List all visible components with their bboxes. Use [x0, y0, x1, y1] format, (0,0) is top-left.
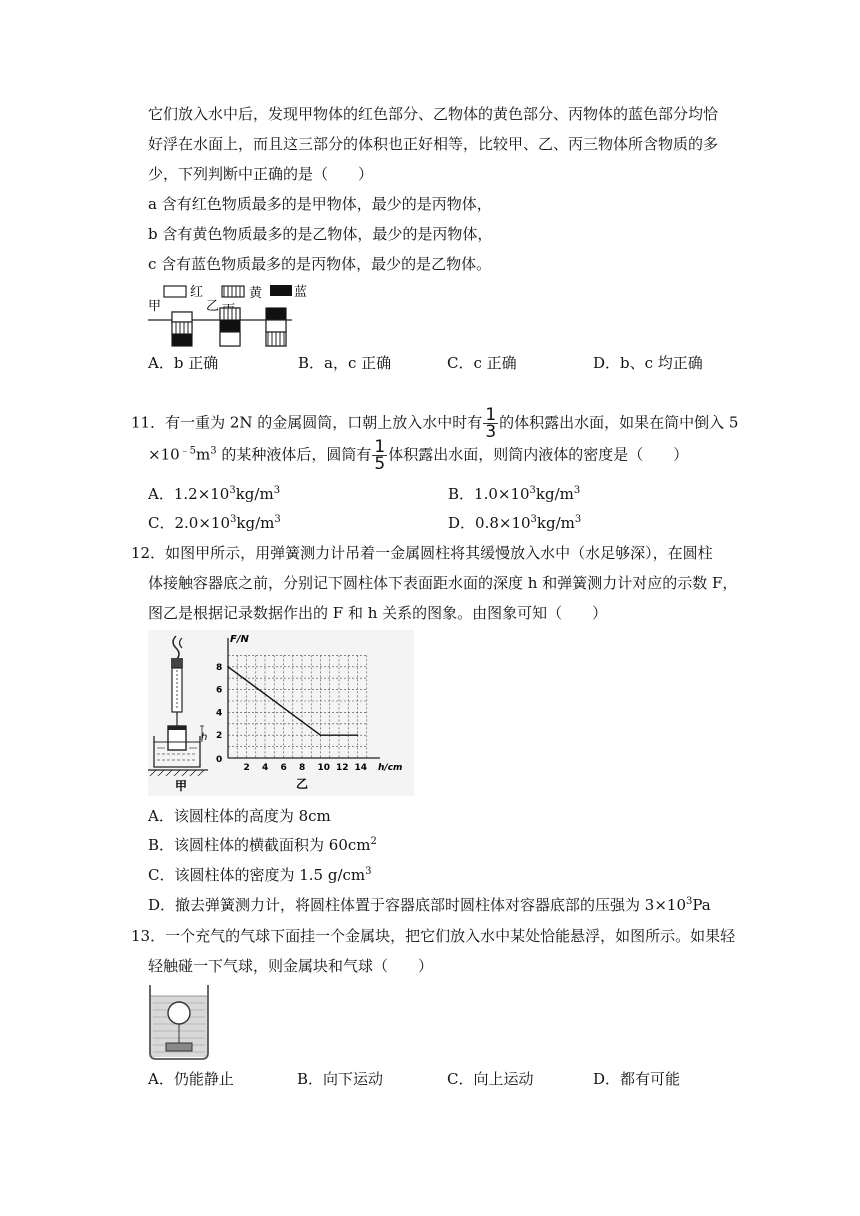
x-tick-label: 6 — [280, 763, 287, 773]
q11-option-c[interactable]: C．$2.0\times 10^3kg/m^3$ — [148, 514, 281, 532]
block-yi — [220, 308, 240, 346]
legend-red-swatch — [164, 286, 186, 297]
q12-option-d[interactable]: D．撤去弹簧测力计，将圆柱体置于容器底部时圆柱体对容器底部的压强为 $3\times 10^3Pa$ — [148, 896, 711, 914]
y-tick-label: 8 — [216, 662, 223, 673]
q12-option-c[interactable]: C．该圆柱体的密度为 1.5 $g/cm^3$ — [148, 866, 372, 884]
q13-line-1: 13．一个充气的气球下面挂一个金属块，把它们放入水中某处恰能悬浮，如图所示。如果轻 — [131, 927, 736, 945]
data-point — [320, 734, 322, 736]
label-jia: 甲 — [148, 299, 162, 314]
q12-line-1: 12．如图甲所示，用弹簧测力计吊着一金属圆柱将其缓慢放入水中（水足够深），在圆柱 — [131, 544, 713, 562]
label-yi-figure: 乙 — [296, 777, 309, 791]
q13-balloon-figure — [148, 983, 210, 1061]
q11-option-d[interactable]: D．$0.8\times 10^3kg/m^3$ — [448, 514, 582, 532]
x-tick-label: 8 — [299, 763, 306, 773]
q12-number: 12． — [131, 544, 166, 562]
legend-blue-swatch — [270, 285, 292, 296]
x-tick-label: 4 — [262, 763, 269, 773]
q11-number: 11． — [131, 413, 166, 432]
legend-yellow-swatch — [222, 286, 244, 297]
q12-figure — [148, 630, 414, 796]
x-tick-label: 14 — [354, 763, 368, 773]
q13-option-d[interactable]: D．都有可能 — [593, 1070, 681, 1088]
x-tick-label: 12 — [336, 763, 349, 773]
q10-option-c[interactable]: C．c 正确 — [447, 354, 517, 372]
legend-yellow-label: 黄 — [249, 286, 263, 301]
q11-line-2: $\times 10^{﹣5}m^3$ 的某种液体后，圆筒有 $\frac{1}{5}$ 体积露出水面，则筒内液体的密度是（ ） — [148, 437, 689, 474]
q11-option-b[interactable]: B．$1.0\times 10^3kg/m^3$ — [448, 485, 581, 503]
q10-option-b[interactable]: B．a，c 正确 — [298, 354, 392, 372]
q13-option-c[interactable]: C．向上运动 — [447, 1070, 534, 1088]
y-axis-label: F/N — [230, 634, 249, 645]
q12-option-b[interactable]: B．该圆柱体的横截面积为 $60cm^2$ — [148, 836, 377, 854]
q13-option-b[interactable]: B．向下运动 — [297, 1070, 384, 1088]
label-h: h — [201, 732, 208, 743]
q12-line-2: 体接触容器底之前，分别记下圆柱体下表面距水面的深度 h 和弹簧测力计对应的示数 F， — [148, 574, 738, 592]
y-tick-label: 4 — [216, 708, 223, 719]
fraction-one-fifth: $\frac{1}{5}$ — [374, 437, 386, 474]
x-tick-label: 10 — [317, 763, 331, 773]
data-point — [357, 734, 359, 736]
q10-text-line-1: 它们放入水中后，发现甲物体的红色部分、乙物体的黄色部分、丙物体的蓝色部分均恰 — [148, 105, 719, 123]
block-bing — [266, 308, 286, 346]
x-axis-label: h/cm — [378, 763, 403, 773]
y-tick-label: 2 — [216, 731, 223, 742]
data-point — [227, 666, 229, 668]
q10-blocks-figure — [146, 282, 316, 348]
x-tick-label: 0 — [216, 755, 223, 765]
q10-statement-c: c 含有蓝色物质最多的是丙物体，最少的是乙物体。 — [148, 255, 492, 273]
q10-statement-b: b 含有黄色物质最多的是乙物体，最少的是丙物体， — [148, 225, 493, 243]
q10-option-a[interactable]: A．b 正确 — [148, 354, 219, 372]
q12-option-a[interactable]: A．该圆柱体的高度为 8cm — [148, 807, 331, 825]
q12-line-3: 图乙是根据记录数据作出的 F 和 h 关系的图象。由图象可知（ ） — [148, 604, 608, 622]
q11-option-a[interactable]: A．$1.2\times 10^3kg/m^3$ — [148, 485, 281, 503]
q10-option-d[interactable]: D．b、c 均正确 — [593, 354, 703, 372]
y-tick-label: 6 — [216, 685, 223, 696]
metal-block — [166, 1043, 192, 1051]
q11-line-1: 11．有一重为 2N 的金属圆筒，口朝上放入水中时有 $\frac{1}{3}$ 的体积露出水面，如果在筒中倒入 5 — [131, 405, 739, 442]
q13-option-a[interactable]: A．仍能静止 — [148, 1070, 234, 1088]
q10-statement-a: a 含有红色物质最多的是甲物体，最少的是丙物体， — [148, 195, 492, 213]
q13-number: 13． — [131, 927, 166, 945]
balloon — [168, 1002, 190, 1024]
block-jia — [172, 312, 192, 346]
q10-text-line-3: 少，下列判断中正确的是（ ） — [148, 165, 374, 183]
legend-blue-label: 蓝 — [294, 285, 308, 300]
label-yi: 乙 — [206, 299, 220, 314]
fraction-one-third: $\frac{1}{3}$ — [485, 405, 497, 442]
legend-red-label: 红 — [190, 285, 204, 300]
q10-text-line-2: 好浮在水面上，而且这三部分的体积也正好相等，比较甲、乙、丙三物体所含物质的多 — [148, 135, 719, 153]
label-jia-figure: 甲 — [175, 779, 188, 793]
q13-line-2: 轻触碰一下气球，则金属块和气球（ ） — [148, 957, 434, 975]
x-tick-label: 2 — [243, 763, 250, 773]
